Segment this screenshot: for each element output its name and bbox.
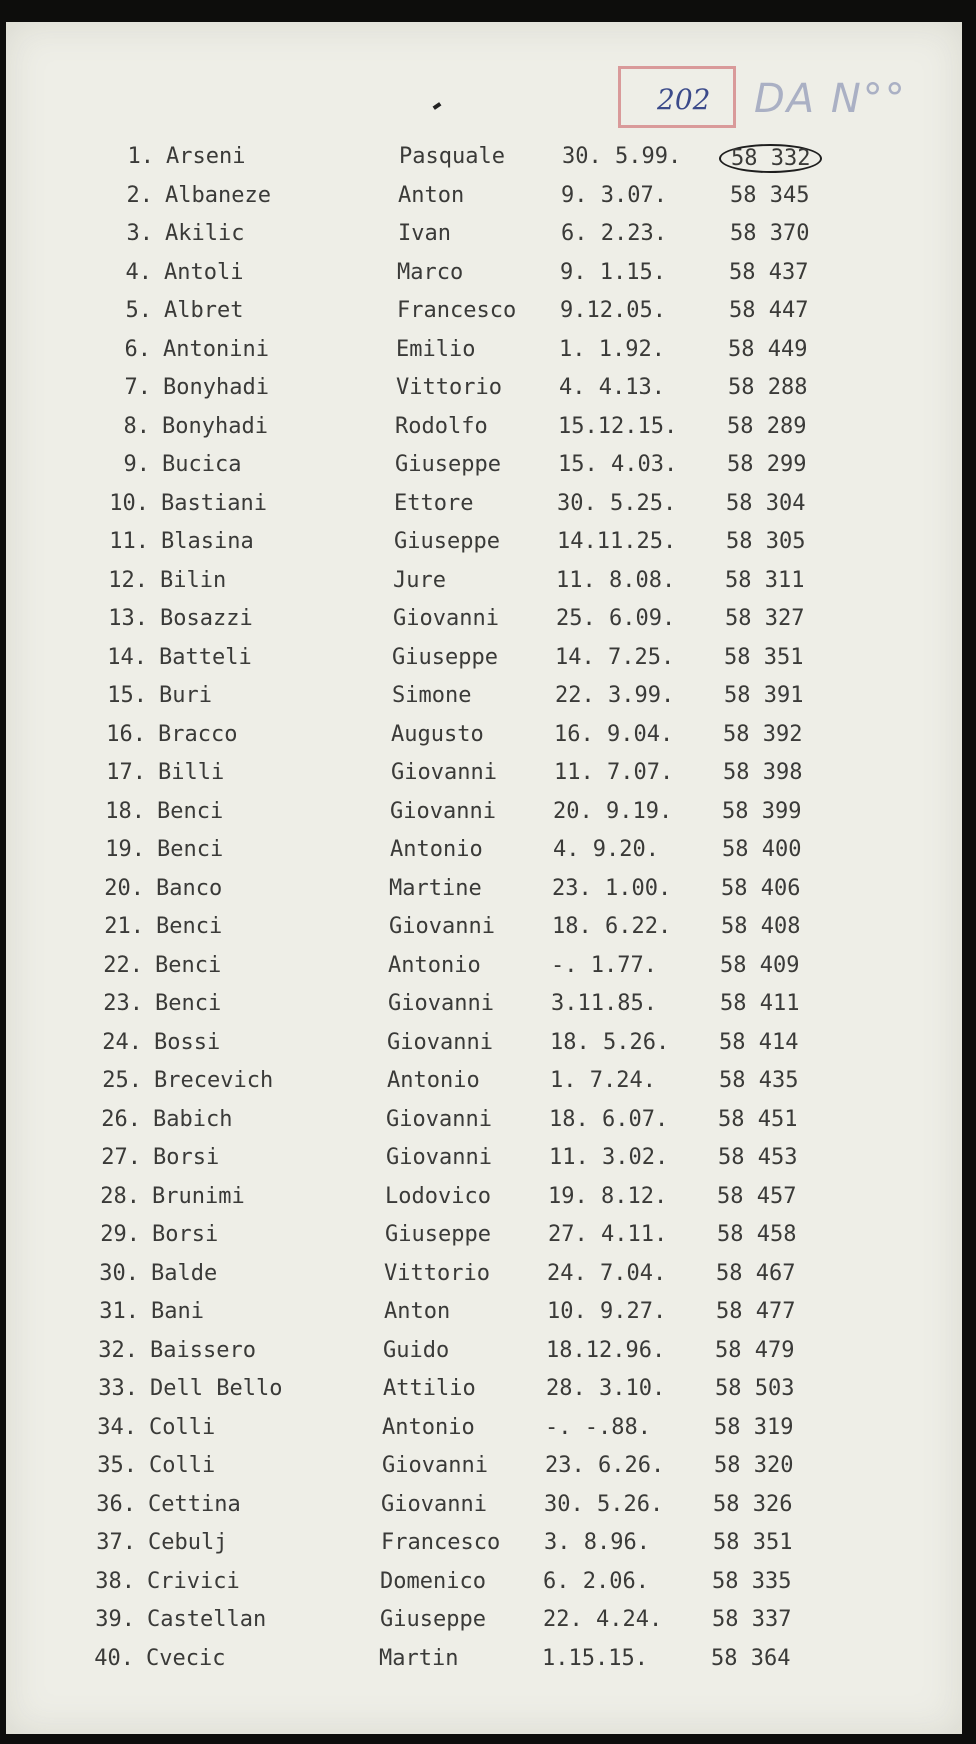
record-date: 22. 3.99. — [555, 683, 675, 708]
record-surname: Benci — [155, 952, 222, 978]
record-number: 27. — [101, 1145, 141, 1170]
record-row — [6, 140, 962, 179]
record-date: 14. 7.25. — [555, 644, 675, 670]
record-id: 58 370 — [730, 221, 810, 246]
record-row — [3, 333, 962, 372]
record-number: 19. — [105, 837, 145, 862]
record-row — [3, 371, 962, 410]
record-surname: Albret — [164, 298, 244, 323]
record-date: 15.12.15. — [558, 413, 678, 439]
record-row — [0, 1257, 962, 1296]
record-id: 58 351 — [713, 1530, 793, 1555]
record-row — [0, 1334, 962, 1373]
record-number: 35. — [97, 1453, 137, 1478]
record-date: 18. 6.22. — [552, 914, 672, 939]
record-surname: Brunimi — [152, 1183, 245, 1209]
record-date: 30. 5.25. — [557, 490, 677, 516]
record-id: 58 305 — [726, 529, 806, 554]
record-given-name: Giovanni — [387, 1029, 493, 1055]
record-number: 26. — [101, 1106, 141, 1132]
record-number: 14. — [107, 644, 147, 670]
record-given-name: Antonio — [390, 837, 483, 862]
record-surname: Batteli — [159, 644, 252, 670]
record-surname: Bani — [151, 1299, 204, 1324]
record-surname: Colli — [149, 1453, 216, 1478]
record-number: 32. — [98, 1337, 138, 1363]
record-id: 58 411 — [720, 991, 800, 1016]
record-date: 25. 6.09. — [556, 606, 676, 631]
record-row — [0, 679, 962, 718]
record-number: 17. — [106, 760, 146, 785]
record-number: 25. — [102, 1068, 142, 1093]
record-id: 58 408 — [721, 914, 801, 939]
record-id: 58 400 — [722, 837, 802, 862]
record-surname: Benci — [157, 837, 224, 862]
record-date: 18. 5.26. — [550, 1029, 670, 1055]
record-given-name: Anton — [384, 1299, 451, 1324]
record-date: 9.12.05. — [560, 298, 666, 323]
record-date: 16. 9.04. — [554, 721, 674, 747]
record-id: 58 398 — [723, 760, 803, 785]
record-number: 37. — [96, 1530, 136, 1555]
record-id: 58 409 — [720, 952, 800, 978]
record-date: -. 1.77. — [551, 952, 657, 978]
record-number: 5. — [125, 298, 152, 323]
record-id: 58 391 — [724, 683, 804, 708]
record-given-name: Jure — [393, 567, 446, 593]
record-given-name: Anton — [398, 182, 465, 208]
record-id: 58 288 — [728, 375, 808, 400]
record-id: 58 289 — [727, 413, 807, 439]
record-given-name: Ettore — [394, 490, 474, 516]
header-annotations — [618, 66, 918, 130]
record-id: 58 399 — [722, 798, 802, 824]
record-date: 9. 3.07. — [561, 182, 667, 208]
record-given-name: Giovanni — [391, 760, 497, 785]
record-date: 6. 2.23. — [561, 221, 667, 246]
record-id: 58 335 — [712, 1568, 792, 1594]
record-number: 7. — [124, 375, 151, 400]
record-given-name: Giuseppe — [392, 644, 498, 670]
record-date: 11. 7.07. — [554, 760, 674, 785]
record-id: 58 364 — [711, 1645, 791, 1671]
record-id: 58 414 — [719, 1029, 799, 1055]
record-surname: Colli — [149, 1414, 216, 1440]
record-row — [0, 833, 962, 872]
record-date: 23. 6.26. — [545, 1453, 665, 1478]
record-row — [0, 602, 962, 641]
record-surname: Cebulj — [148, 1530, 228, 1555]
record-date: 22. 4.24. — [543, 1607, 663, 1632]
record-given-name: Francesco — [397, 298, 517, 323]
record-number: 29. — [100, 1222, 140, 1247]
record-row — [0, 1565, 962, 1604]
record-id: 58 311 — [725, 567, 805, 593]
record-given-name: Domenico — [380, 1568, 486, 1594]
record-surname: Babich — [153, 1106, 233, 1132]
record-number: 38. — [95, 1568, 135, 1594]
record-id: 58 451 — [718, 1106, 798, 1132]
record-number: 23. — [103, 991, 143, 1016]
record-surname: Bucica — [162, 452, 242, 477]
record-date: 4. 4.13. — [559, 375, 665, 400]
record-row — [0, 1026, 962, 1065]
record-surname: Akilic — [165, 221, 245, 246]
record-date: 1. 1.92. — [559, 336, 665, 362]
record-date: 11. 8.08. — [556, 567, 676, 593]
record-row — [0, 1180, 962, 1219]
record-row — [5, 217, 962, 256]
record-surname: Benci — [155, 991, 222, 1016]
record-date: 3.11.85. — [551, 991, 657, 1016]
record-number: 6. — [124, 336, 151, 362]
record-number: 28. — [100, 1183, 140, 1209]
record-date: 24. 7.04. — [547, 1260, 667, 1286]
record-given-name: Antonio — [387, 1068, 480, 1093]
record-row — [0, 872, 962, 911]
record-id: 58 406 — [721, 875, 801, 901]
record-given-name: Guido — [383, 1337, 450, 1363]
record-date: 11. 3.02. — [549, 1145, 669, 1170]
record-surname: Borsi — [152, 1222, 219, 1247]
record-surname: Cvecic — [146, 1645, 226, 1671]
record-surname: Borsi — [153, 1145, 220, 1170]
record-given-name: Vittorio — [384, 1260, 490, 1286]
record-id: 58 326 — [713, 1491, 793, 1517]
record-number: 36. — [96, 1491, 136, 1517]
record-row — [0, 910, 962, 949]
record-number: 33. — [98, 1376, 138, 1401]
record-id: 58 337 — [712, 1607, 792, 1632]
record-given-name: Antonio — [382, 1414, 475, 1440]
record-number: 30. — [99, 1260, 139, 1286]
record-given-name: Giovanni — [386, 1106, 492, 1132]
stamp-number: 202 — [657, 83, 711, 116]
record-row — [2, 410, 962, 449]
record-row — [0, 718, 962, 757]
record-row — [0, 564, 962, 603]
record-id: 58 458 — [717, 1222, 797, 1247]
record-surname: Benci — [157, 798, 224, 824]
record-id: 58 467 — [716, 1260, 796, 1286]
record-date: -. -.88. — [545, 1414, 651, 1440]
record-surname: Dell Bello — [150, 1376, 283, 1401]
record-date: 10. 9.27. — [547, 1299, 667, 1324]
record-id: 58 299 — [727, 452, 807, 477]
record-number: 3. — [126, 221, 153, 246]
record-date: 18. 6.07. — [549, 1106, 669, 1132]
record-row — [0, 1372, 962, 1411]
record-date: 18.12.96. — [546, 1337, 666, 1363]
record-given-name: Ivan — [398, 221, 451, 246]
record-id: 58 351 — [724, 644, 804, 670]
record-number: 1. — [127, 144, 154, 169]
record-number: 21. — [104, 914, 144, 939]
record-surname: Blasina — [161, 529, 254, 554]
record-number: 10. — [109, 490, 149, 516]
record-date: 19. 8.12. — [548, 1183, 668, 1209]
record-date: 4. 9.20. — [553, 837, 659, 862]
record-surname: Bilin — [160, 567, 227, 593]
record-given-name: Giuseppe — [395, 452, 501, 477]
record-surname: Baissero — [150, 1337, 256, 1363]
record-row — [0, 1103, 962, 1142]
record-given-name: Attilio — [383, 1376, 476, 1401]
record-surname: Cettina — [148, 1491, 241, 1517]
record-surname: Bonyhadi — [162, 413, 268, 439]
record-number: 39. — [95, 1607, 135, 1632]
record-number: 12. — [108, 567, 148, 593]
record-date: 30. 5.26. — [544, 1491, 664, 1517]
record-row — [0, 795, 962, 834]
record-given-name: Giovanni — [389, 914, 495, 939]
record-row — [0, 1064, 962, 1103]
record-id: 58 345 — [730, 182, 810, 208]
record-surname: Bosazzi — [160, 606, 253, 631]
record-row — [0, 987, 962, 1026]
record-date: 14.11.25. — [557, 529, 677, 554]
record-given-name: Giuseppe — [385, 1222, 491, 1247]
record-given-name: Martine — [389, 875, 482, 901]
record-number: 15. — [107, 683, 147, 708]
record-row — [2, 448, 962, 487]
record-given-name: Giovanni — [390, 798, 496, 824]
record-number: 34. — [97, 1414, 137, 1440]
record-row — [0, 1141, 962, 1180]
record-surname: Buri — [159, 683, 212, 708]
record-date: 15. 4.03. — [558, 452, 678, 477]
record-given-name: Augusto — [391, 721, 484, 747]
record-id: 58 332 — [719, 144, 822, 173]
record-id: 58 327 — [725, 606, 805, 631]
record-given-name: Giovanni — [381, 1491, 487, 1517]
record-date: 6. 2.06. — [543, 1568, 649, 1594]
record-surname: Bracco — [158, 721, 238, 747]
record-number: 18. — [105, 798, 145, 824]
record-given-name: Giovanni — [386, 1145, 492, 1170]
record-number: 11. — [109, 529, 149, 554]
record-row — [0, 1603, 962, 1642]
record-given-name: Rodolfo — [395, 413, 488, 439]
record-surname: Arseni — [166, 144, 246, 169]
record-number: 8. — [123, 413, 150, 439]
record-row — [0, 1642, 962, 1681]
record-number: 31. — [99, 1299, 139, 1324]
record-id: 58 447 — [729, 298, 809, 323]
record-surname: Brecevich — [154, 1068, 274, 1093]
record-row — [0, 756, 962, 795]
record-given-name: Giovanni — [388, 991, 494, 1016]
record-given-name: Giuseppe — [394, 529, 500, 554]
record-id: 58 435 — [719, 1068, 799, 1093]
record-given-name: Giovanni — [382, 1453, 488, 1478]
record-date: 1. 7.24. — [550, 1068, 656, 1093]
record-date: 27. 4.11. — [548, 1222, 668, 1247]
record-number: 4. — [125, 259, 152, 285]
record-id: 58 503 — [715, 1376, 795, 1401]
record-row — [0, 1295, 962, 1334]
record-given-name: Vittorio — [396, 375, 502, 400]
record-row — [1, 487, 962, 526]
record-given-name: Emilio — [396, 336, 476, 362]
record-row — [0, 1526, 962, 1565]
record-id: 58 320 — [714, 1453, 794, 1478]
record-row — [0, 1218, 962, 1257]
record-given-name: Francesco — [381, 1530, 501, 1555]
record-given-name: Pasquale — [399, 144, 505, 169]
record-number: 20. — [104, 875, 144, 901]
record-surname: Crivici — [147, 1568, 240, 1594]
record-surname: Balde — [151, 1260, 218, 1286]
record-row — [4, 256, 962, 295]
record-number: 2. — [126, 182, 153, 208]
record-date: 23. 1.00. — [552, 875, 672, 901]
record-number: 22. — [103, 952, 143, 978]
record-id: 58 392 — [723, 721, 803, 747]
record-surname: Antoli — [164, 259, 244, 285]
record-list — [6, 140, 962, 1680]
record-row — [4, 294, 962, 333]
record-id: 58 479 — [715, 1337, 795, 1363]
record-id: 58 477 — [716, 1299, 796, 1324]
record-number: 13. — [108, 606, 148, 631]
record-number: 24. — [102, 1029, 142, 1055]
record-given-name: Giovanni — [393, 606, 499, 631]
record-surname: Bastiani — [161, 490, 267, 516]
record-id: 58 437 — [729, 259, 809, 285]
record-given-name: Giuseppe — [380, 1607, 486, 1632]
record-given-name: Simone — [392, 683, 472, 708]
record-date: 1.15.15. — [542, 1645, 648, 1671]
record-date: 9. 1.15. — [560, 259, 666, 285]
record-surname: Castellan — [147, 1607, 267, 1632]
record-row — [0, 949, 962, 988]
record-date: 20. 9.19. — [553, 798, 673, 824]
record-surname: Bossi — [154, 1029, 221, 1055]
record-row — [5, 179, 962, 218]
record-number: 9. — [123, 452, 150, 477]
record-surname: Benci — [156, 914, 223, 939]
record-id: 58 304 — [726, 490, 806, 516]
record-row — [0, 641, 962, 680]
stamp-code: DA N°° — [754, 76, 907, 122]
record-id: 58 319 — [714, 1414, 794, 1440]
document-page — [6, 22, 962, 1734]
record-id: 58 453 — [718, 1145, 798, 1170]
record-surname: Billi — [158, 760, 225, 785]
ink-tick-mark — [433, 102, 442, 110]
record-row — [0, 1488, 962, 1527]
record-id: 58 457 — [717, 1183, 797, 1209]
record-surname: Bonyhadi — [163, 375, 269, 400]
record-row — [0, 1411, 962, 1450]
record-row — [1, 525, 962, 564]
record-given-name: Martin — [379, 1645, 459, 1671]
record-given-name: Lodovico — [385, 1183, 491, 1209]
record-date: 30. 5.99. — [562, 144, 682, 169]
record-id: 58 449 — [728, 336, 808, 362]
record-surname: Banco — [156, 875, 223, 901]
record-number: 16. — [106, 721, 146, 747]
record-date: 28. 3.10. — [546, 1376, 666, 1401]
record-surname: Albaneze — [165, 182, 271, 208]
record-given-name: Antonio — [388, 952, 481, 978]
record-row — [0, 1449, 962, 1488]
red-stamp-box — [618, 66, 736, 128]
record-surname: Antonini — [163, 336, 269, 362]
record-given-name: Marco — [397, 259, 464, 285]
record-number: 40. — [94, 1645, 134, 1671]
record-date: 3. 8.96. — [544, 1530, 650, 1555]
